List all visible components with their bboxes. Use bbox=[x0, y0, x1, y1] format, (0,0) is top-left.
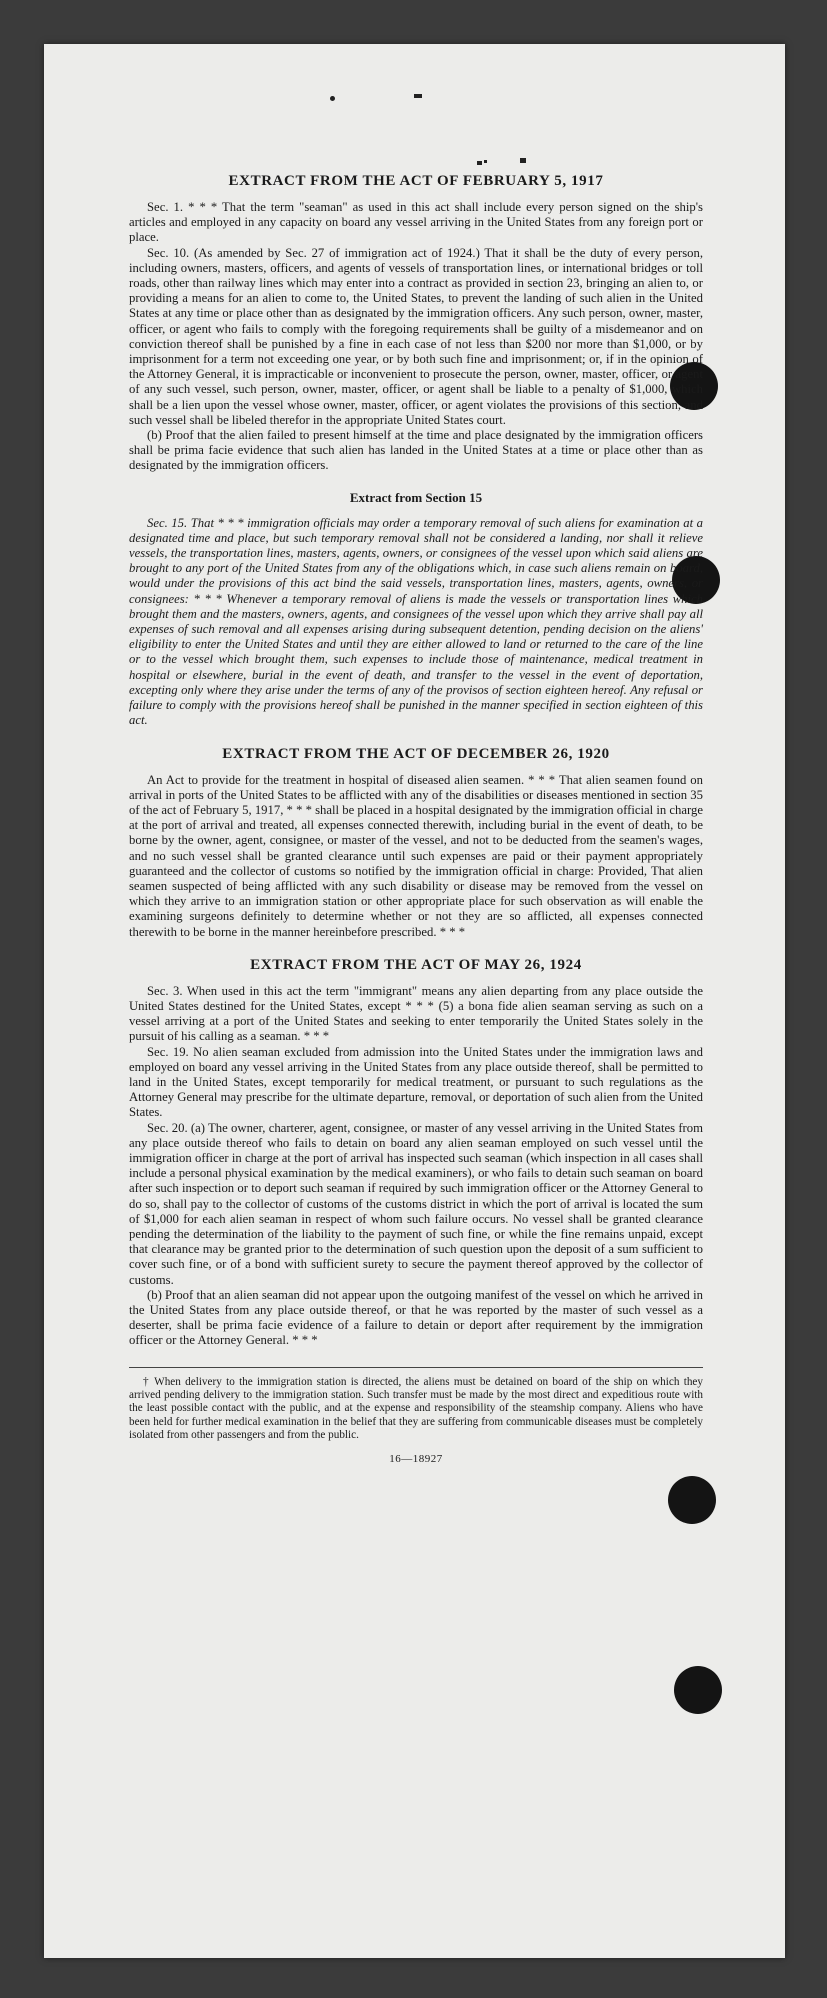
paragraph-sec-1: Sec. 1. * * * That the term "seaman" as used in this act shall include every person signed on the ship's articles and employed in any capacity on board any vessel arriving in the United States from any foreign port or place. bbox=[129, 200, 703, 245]
act-1920-section bbox=[129, 745, 703, 940]
act-1924-section bbox=[129, 956, 703, 1349]
section-15-heading: Extract from Section 15 bbox=[349, 489, 483, 505]
ink-speck bbox=[477, 161, 482, 165]
paragraph-sec-20b: (b) Proof that an alien seaman did not appear upon the outgoing manifest of the vessel on which he arrived in the United States from any place outside thereof, or that he was reported by the master of such vessel as a deserter, shall be prima facie evidence of a failure to detain or deport after requirement by the immigration officer or the Attorney General. * * * bbox=[129, 1287, 703, 1348]
document-page bbox=[44, 44, 785, 1958]
paragraph-sec-10: Sec. 10. (As amended by Sec. 27 of immigration act of 1924.) That it shall be the duty of every person, including owners, masters, officers, and agents of vessels of transportation lines, or international bridges or toll roads, other than railway lines which may enter into a contract as provided in section 23, bringing an alien to, or providing a means for an alien to come to, the United States, to prevent the landing of such alien in the United States at any time or place other than as designated by the immigration officers. Any such person, owner, master, officer, or agent who fails to comply with the foregoing requirements shall be guilty of a misdemeanor and on conviction thereof shall be punished by a fine in each case of not less than $200 nor more than $1,000, or by imprisonment for a term not exceeding one year, or by both such fine and imprisonment; or, if in the opinion of the Attorney General, it is impracticable or inconvenient to prosecute the person, owner, master, officer, or agent of any such vessel, such person, owner, master, officer, or agent shall be liable to a penalty of $1,000, which shall be a lien upon the vessel whose owner, master, officer, or agent violates the provisions of this section, and such vessel shall be libeled therefor in the appropriate United States court. bbox=[129, 245, 703, 427]
ink-speck bbox=[330, 96, 335, 101]
act-1917-heading: EXTRACT FROM THE ACT OF FEBRUARY 5, 1917 bbox=[228, 173, 604, 189]
paragraph-sec-20a: Sec. 20. (a) The owner, charterer, agent, consignee, or master of any vessel arriving in the United States from any place outside thereof who fails to detain on board any alien seaman employed on such vessel until the immigration officer in charge at the port of arrival has inspected such seaman (which inspection in all cases shall include a personal physical examination by the medical examiners), or who fails to detain such seaman on board after such inspection or to deport such seaman if required by such immigration officer or the Attorney General to do so, shall pay to the collector of customs of the customs district in which the port of arrival is located the sum of $1,000 for each alien seaman in respect of whom such failure occurs. No vessel shall be granted clearance pending the determination of the liability to the payment of such fine, or while the fine remains unpaid, except that clearance may be granted prior to the determination of such question upon the deposit of a sum sufficient to cover such fine, or of a bond with sufficient surety to secure the payment thereof approved by the collector of customs. bbox=[129, 1120, 703, 1287]
section-15-extract bbox=[129, 490, 703, 729]
act-1924-heading: EXTRACT FROM THE ACT OF MAY 26, 1924 bbox=[250, 956, 582, 973]
ink-speck bbox=[484, 160, 487, 163]
paragraph-sec-3: Sec. 3. When used in this act the term "immigrant" means any alien departing from any place outside the United States destined for the United States, except * * * (5) a bona fide alien seaman serving as such on a vessel arriving at a port of the United States and seeking to enter temporarily the United States solely in the pursuit of his calling as a seaman. * * * bbox=[129, 983, 703, 1044]
paragraph-1920: An Act to provide for the treatment in hospital of diseased alien seamen. * * * That alien seamen found on arrival in ports of the United States to be afflicted with any of the disabilities or diseases mentioned in section 35 of the act of February 5, 1917, * * * shall be placed in a hospital designated by the immigration official in charge at the port of arrival and treated, all expenses connected therewith, including burial in the event of death, to be borne by the owner, agent, consignee, or master of the vessel, and not to be deducted from the seamen's wages, and no such vessel shall be granted clearance until such expenses are paid or their payment appropriately guaranteed and the collector of customs so notified by the immigration official in charge: Provided, That alien seamen suspected of being afflicted with any such disability or disease may be removed from the vessel on which they arrive to an immigration station or other appropriate place for such observation as will enable the examining surgeons definitely to determine whether or not they are so afflicted, all expenses connected therewith to be borne in the manner hereinbefore prescribed. * * * bbox=[129, 772, 703, 939]
punch-hole bbox=[674, 1666, 722, 1714]
act-1917-section bbox=[129, 172, 703, 474]
paragraph-sec-10b: (b) Proof that the alien failed to present himself at the time and place designated by the immigration officers shall be prima facie evidence that such alien has landed in the United States at a time or place other than as designated by the immigration officers. bbox=[129, 428, 703, 473]
footnote-divider bbox=[129, 1367, 703, 1368]
paragraph-sec-15: Sec. 15. That * * * immigration officials may order a temporary removal of such aliens for examination at a designated time and place, but such temporary removal shall not be considered a landing, nor shall it relieve vessels, the transportation lines, masters, agents, owners, or consignees of the vessel upon which said aliens are brought to any port of the United States from any of the obligations which, in case such aliens remain on board, would under the provisions of this act bind the said vessels, transportation lines, masters, agents, owners, or consignees: * * * Whenever a temporary removal of aliens is made the vessels or transportation lines which brought them and the masters, owners, agents, and consignees of the vessel upon which they arrive shall pay all expenses of such removal and all expenses arising during subsequent detention, pending decision on the aliens' eligibility to enter the United States and until they are either allowed to land or returned to the care of the line or to the vessel which brought them, such expenses to include those of maintenance, medical treatment in hospital or elsewhere, burial in the event of death, and transfer to the vessel in the event of deportation, excepting only where they arise under the terms of any of the provisos of section eighteen hereof. Any refusal or failure to comply with the provisions hereof shall be punished in the manner specified in section eighteen of this act. bbox=[129, 515, 703, 728]
ink-speck bbox=[520, 158, 526, 163]
act-1920-heading: EXTRACT FROM THE ACT OF DECEMBER 26, 1920 bbox=[222, 745, 610, 762]
ink-speck bbox=[414, 94, 422, 98]
paragraph-sec-19: Sec. 19. No alien seaman excluded from admission into the United States under the immigration laws and employed on board any vessel arriving in the United States from any place outside thereof, shall be permitted to land in the United States, except temporarily for medical treatment, or pursuant to such regulations as the Attorney General may prescribe for the ultimate departure, removal, or deportation of such alien from the United States. bbox=[129, 1044, 703, 1120]
punch-hole bbox=[668, 1476, 716, 1524]
footnote: † When delivery to the immigration station is directed, the aliens must be detained on board of the ship on which they arrived pending delivery to the immigration station. Such transfer must be made by the most direct and expeditious route with the least possible contact with the public, and at the expense and responsibility of the steamship company. Aliens who have been held for further medical examination in the belief that they are suffering from communicable diseases must be completely isolated from other passengers and from the public. bbox=[129, 1375, 703, 1442]
document-body bbox=[129, 172, 703, 1465]
form-number: 16—18927 bbox=[389, 1452, 443, 1465]
